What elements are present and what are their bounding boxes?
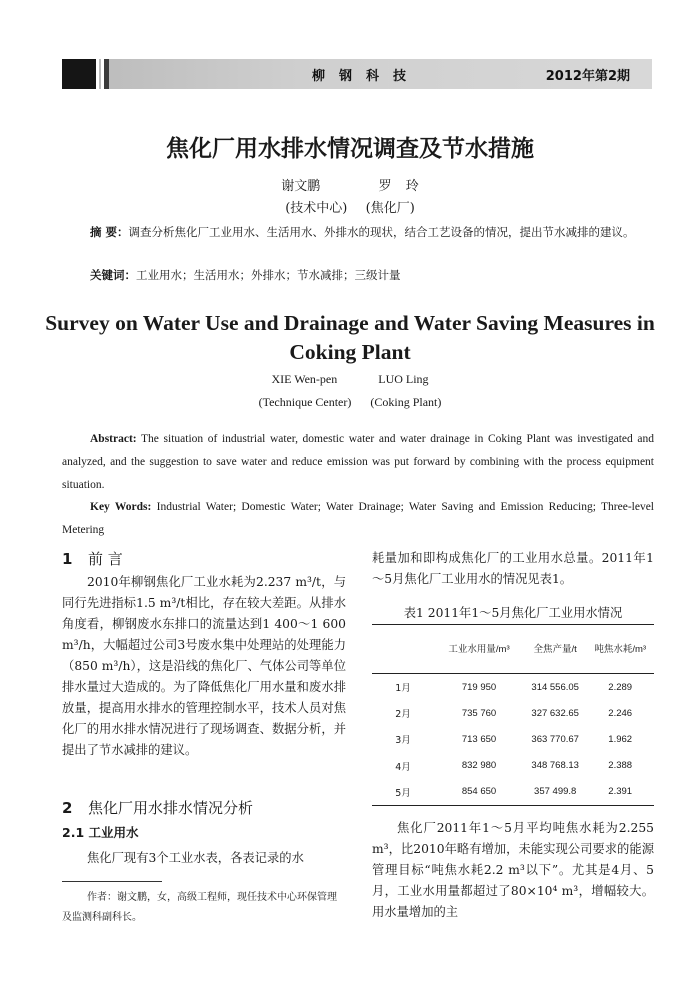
- keywords-label-cn: 关键词：: [90, 268, 136, 282]
- table-cell: 713 650: [461, 733, 497, 745]
- abstract-label-cn: 摘 要：: [90, 225, 129, 239]
- section-2-1-heading: 2.1 工业用水: [62, 825, 139, 840]
- table-cell: 832 980: [461, 760, 497, 772]
- table-1: [372, 624, 654, 806]
- table-cell: 348 768.13: [531, 760, 579, 772]
- section-2-title: 焦化厂用水排水情况分析: [88, 799, 254, 817]
- table-cell: 4月: [395, 761, 411, 773]
- affiliation-2-cn: (焦化厂): [365, 201, 415, 216]
- journal-name: 柳钢科技: [312, 69, 421, 84]
- section-1-title: 前 言: [88, 550, 123, 568]
- right-paragraph-2: 焦化厂2011年1～5月平均吨焦水耗为2.255 m³，比2010年略有增加，未能实现公司要求的能源管理目标“吨焦水耗2.2 m³以下”。尤其是4月、5月，工业水用量都超过了80×10⁴ m³，增幅较大。用水量增加的主: [372, 821, 654, 919]
- table-cell: 2.391: [586, 779, 654, 806]
- keywords-chinese: [90, 267, 401, 283]
- keywords-text-cn: 工业用水；生活用水；外排水；节水减排；三级计量: [136, 268, 401, 282]
- affiliations-english: [0, 395, 700, 410]
- right-paragraph-1: 耗量加和即构成焦化厂的工业用水总量。2011年1～5月焦化厂工业用水的情况见表1。: [372, 551, 654, 586]
- table-header-cell: 吨焦水耗/m³: [586, 625, 654, 674]
- title-english: Survey on Water Use and Drainage and Water Saving Measures in Coking Plant: [45, 311, 655, 364]
- table-header-cell: 工业水用量/m³: [434, 625, 524, 674]
- keywords-english: [62, 496, 654, 542]
- table-cell: 1月: [395, 683, 411, 695]
- section-1-number: 1: [62, 550, 73, 568]
- table-row: [372, 674, 654, 701]
- section-2-number: 2: [62, 799, 73, 817]
- right-column-bottom: [372, 818, 654, 923]
- author-2-cn: 罗 玲: [378, 179, 419, 194]
- section-2-1-paragraph: 焦化厂现有3个工业水表，各表记录的水: [87, 851, 304, 865]
- right-column-top: [372, 548, 654, 590]
- table-cell: 735 760: [461, 707, 497, 719]
- author-1-cn: 谢文鹏: [281, 179, 321, 194]
- affiliations-chinese: [0, 197, 700, 216]
- table-cell: 357 499.8: [524, 779, 586, 806]
- table-cell: 2.388: [608, 760, 633, 772]
- footnote-rule: [62, 881, 162, 882]
- abstract-english: [62, 428, 654, 497]
- table-header-cell: 全焦产量/t: [524, 625, 586, 674]
- author-footnote: 作者：谢文鹏，女，高级工程师，现任技术中心环保管理及监测科副科长。: [62, 892, 337, 923]
- table-cell: 314 556.05: [531, 681, 579, 693]
- section-1-heading: [62, 548, 123, 569]
- table-cell: 2.246: [608, 707, 633, 719]
- authors-english: [0, 372, 700, 387]
- table-cell: 5月: [372, 779, 434, 806]
- table-cell: 854 650: [434, 779, 524, 806]
- table-cell: 363 770.67: [531, 733, 579, 745]
- journal-issue: 2012年第2期: [545, 69, 630, 84]
- section-2-heading: [62, 797, 253, 818]
- table-cell: 1.962: [608, 733, 633, 745]
- author-2-en: LUO Ling: [378, 372, 429, 386]
- affiliation-1-en: (Technique Center): [258, 395, 352, 409]
- affiliation-2-en: (Coking Plant): [370, 395, 442, 409]
- authors-chinese: [0, 175, 700, 194]
- table-row: [372, 700, 654, 726]
- abstract-chinese: [62, 222, 654, 242]
- table-header-row: [372, 625, 654, 674]
- title-chinese: 焦化厂用水排水情况调查及节水措施: [166, 136, 534, 162]
- table-row: [372, 753, 654, 779]
- keywords-label-en: Key Words:: [90, 501, 152, 513]
- journal-header-bar: [62, 59, 652, 89]
- table-header-cell: [372, 625, 434, 674]
- table-1-caption: 表1 2011年1～5月焦化厂工业用水情况: [403, 606, 623, 620]
- abstract-text-cn: 调查分析焦化厂工业用水、生活用水、外排水的现状，结合工艺设备的情况，提出节水减排的建议。: [128, 225, 635, 239]
- header-black-block: [62, 59, 96, 89]
- abstract-text-en: The situation of industrial water, domestic water and water drainage in Coking Plant was investigated and analyzed, and the suggestion to save water and reduce emission was put forward by combining with the process equipment situation.: [62, 433, 654, 491]
- abstract-label-en: Abstract:: [90, 433, 137, 445]
- table-row: [372, 779, 654, 806]
- table-cell: 719 950: [461, 681, 497, 693]
- table-cell: 3月: [395, 735, 411, 747]
- keywords-text-en: Industrial Water; Domestic Water; Water Drainage; Water Saving and Emission Reducing; Three-level Metering: [62, 501, 654, 536]
- affiliation-1-cn: (技术中心): [285, 201, 348, 216]
- table-row: [372, 726, 654, 752]
- author-1-en: XIE Wen-pen: [271, 372, 338, 386]
- intro-paragraph: 2010年柳钢焦化厂工业水耗为2.237 m³/t，与同行先进指标1.5 m³/t相比，存在较大差距。从排水角度看，柳钢废水东排口的流量达到1 400～1 600 m³/h，大幅超过公司3号废水集中处理站的处理能力（850 m³/h），这是沿线的焦化厂、气体公司等单位排水量过大造成的。为了降低焦化厂用水量和废水排放量，提高用水排水的管理控制水平，技术人员对焦化厂的用水排水情况进行了现场调查、数据分析，并提出了节水减排的建议。: [62, 575, 346, 757]
- table-cell: 2.289: [608, 681, 633, 693]
- table-cell: 327 632.65: [531, 707, 579, 719]
- left-column-intro: [62, 572, 346, 761]
- table-cell: 2月: [395, 709, 411, 721]
- left-column-section-2-1: [62, 848, 346, 869]
